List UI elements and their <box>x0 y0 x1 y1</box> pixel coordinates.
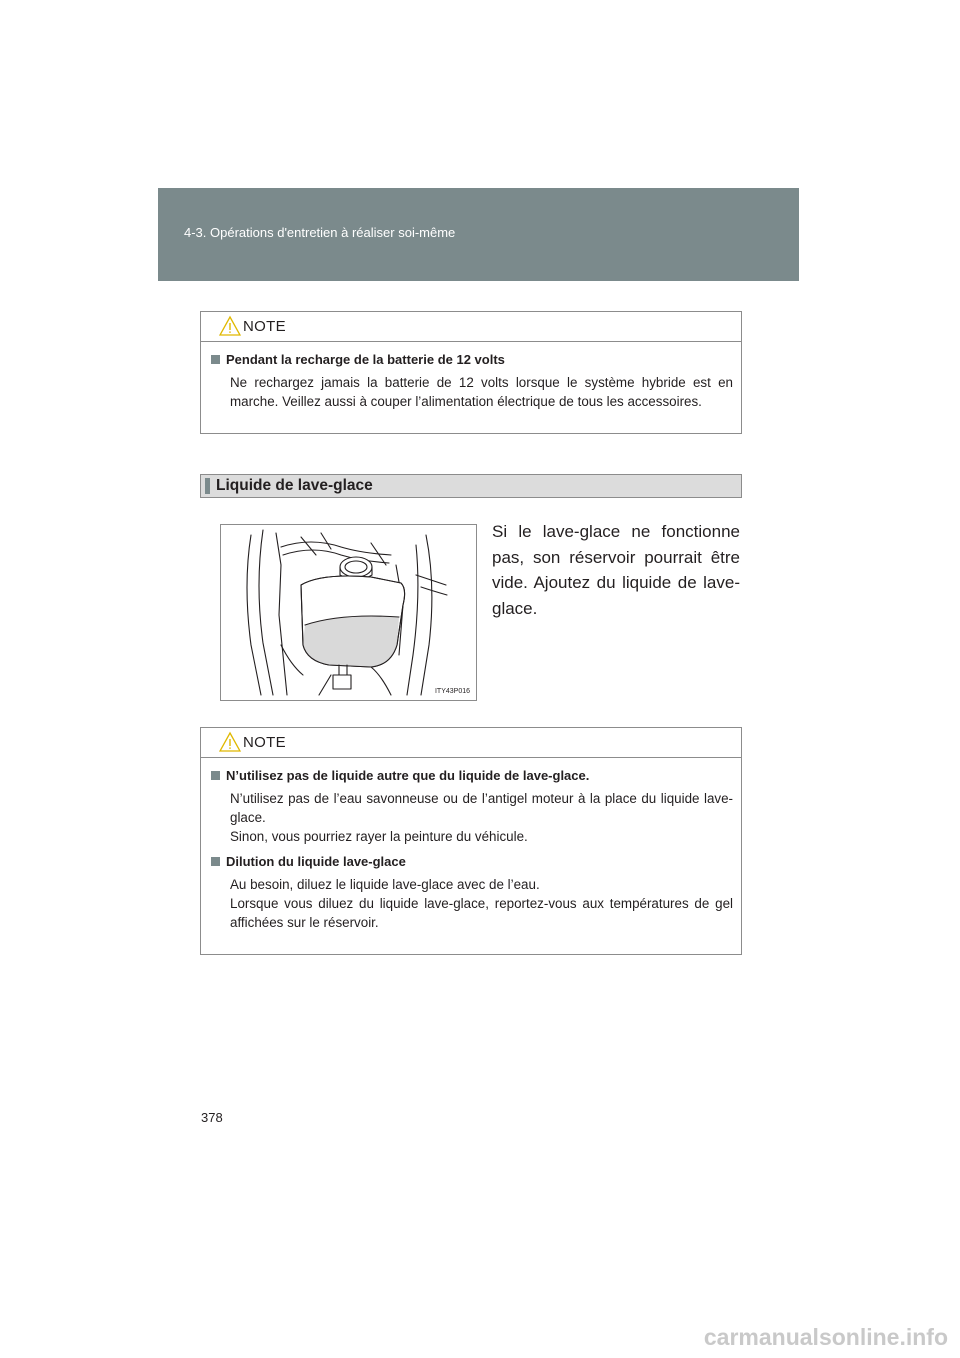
note-item-text: Ne rechargez jamais la batterie de 12 volts lorsque le système hybride est en marche. Veillez aussi à couper l’alimentation électrique de tous les accessoires. <box>230 375 733 409</box>
note-item-title: Pendant la recharge de la batterie de 12 volts <box>211 352 733 367</box>
note-item-title: Dilution du liquide lave-glace <box>211 854 733 869</box>
note-item-text: N’utilisez pas de l’eau savonneuse ou de l’antigel moteur à la place du liquide lave-glace. <box>230 791 733 825</box>
note-header <box>201 312 741 342</box>
section-breadcrumb: 4-3. Opérations d'entretien à réaliser soi-même <box>184 225 456 240</box>
engine-bay-drawing <box>221 525 476 700</box>
header-band <box>158 188 799 281</box>
note-box-battery <box>200 311 742 434</box>
figure-code: ITY43P016 <box>434 688 470 695</box>
section-marker <box>205 478 210 494</box>
square-bullet-icon <box>211 857 220 866</box>
washer-reservoir-illustration <box>220 524 477 701</box>
note-label: NOTE <box>243 734 286 751</box>
note-label: NOTE <box>243 318 286 335</box>
note-item-text: Au besoin, diluez le liquide lave-glace avec de l’eau. <box>230 877 540 892</box>
watermark: carmanualsonline.info <box>703 1324 948 1350</box>
square-bullet-icon <box>211 355 220 364</box>
warning-triangle-icon <box>219 731 241 753</box>
note-header <box>201 728 741 758</box>
note-item-title: N’utilisez pas de liquide autre que du liquide de lave-glace. <box>211 768 733 783</box>
body-text: Si le lave-glace ne fonctionne pas, son réservoir pourrait être vide. Ajoutez du liquide de lave-glace. <box>492 522 740 618</box>
note-box-washer-fluid <box>200 727 742 955</box>
section-title-bar <box>200 474 742 498</box>
note-item-text: Lorsque vous diluez du liquide lave-glace, reportez-vous aux températures de gel affichées sur le réservoir. <box>230 896 733 930</box>
square-bullet-icon <box>211 771 220 780</box>
warning-triangle-icon <box>219 315 241 337</box>
page-number: 378 <box>201 1110 223 1125</box>
note-item-text: Sinon, vous pourriez rayer la peinture du véhicule. <box>230 829 528 844</box>
section-title: Liquide de lave-glace <box>216 477 373 494</box>
